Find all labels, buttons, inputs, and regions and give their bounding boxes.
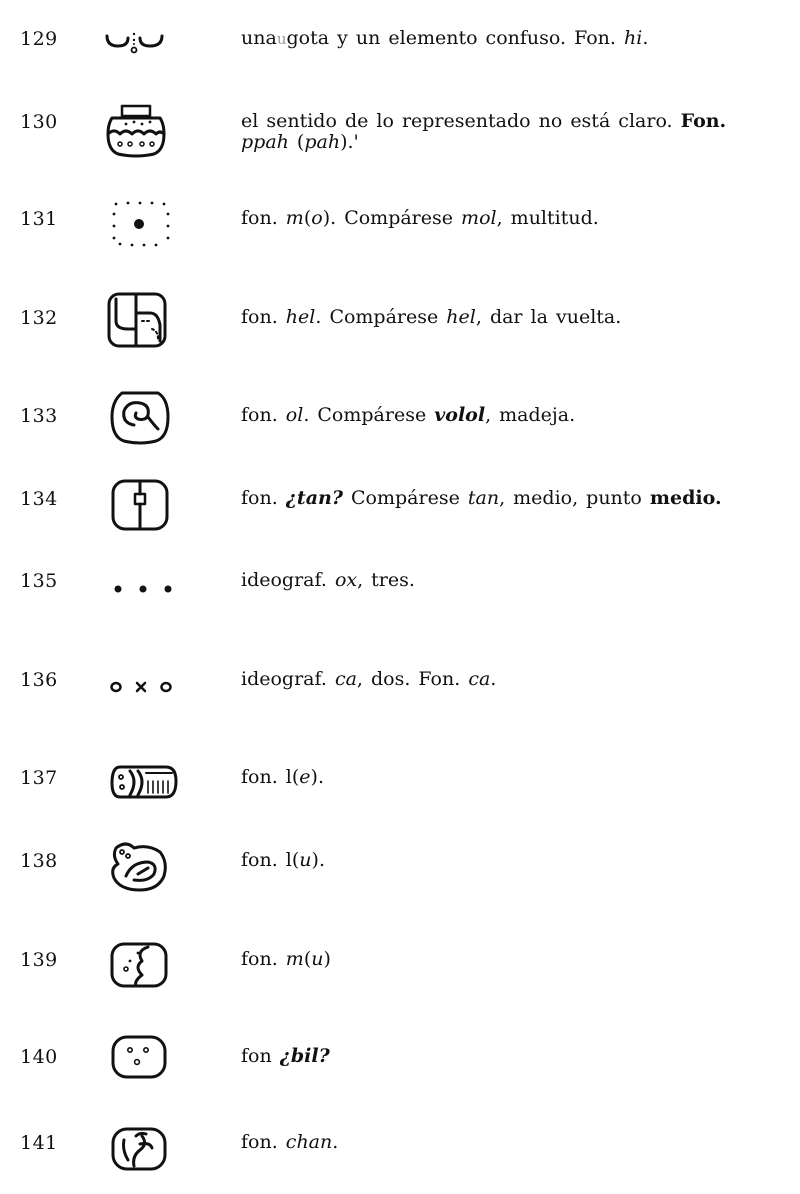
spiral-glyph-icon	[108, 389, 172, 445]
description-text: pah	[304, 131, 341, 153]
description-text: chan	[285, 1131, 333, 1153]
description-text: gota y un elemento confuso. Fon.	[286, 27, 624, 49]
entry-number: 141	[20, 1132, 58, 1154]
le-glyph-icon	[108, 763, 180, 803]
description-text: , multitud.	[496, 207, 599, 229]
description-text: fon.	[241, 404, 286, 426]
entry-description	[241, 669, 786, 690]
entry-number: 136	[20, 669, 58, 691]
description-text: (	[288, 131, 305, 153]
description-text: Fon.	[680, 110, 727, 132]
description-text: m	[285, 207, 304, 229]
description-text: u	[311, 948, 324, 970]
description-text: .	[332, 1131, 339, 1153]
description-text: ¿tan?	[285, 487, 343, 509]
entry-number: 137	[20, 767, 58, 789]
description-text: medio.	[649, 487, 722, 509]
description-text: .	[490, 668, 497, 690]
description-text: ). Compárese	[322, 207, 462, 229]
description-text: fon. l(	[241, 849, 300, 871]
description-text: , medio, punto	[499, 487, 650, 509]
chan-glyph-icon	[110, 1126, 172, 1174]
description-text: ca	[334, 668, 357, 690]
description-text: fon.	[241, 1131, 286, 1153]
description-text: hi	[623, 27, 643, 49]
dotted-square-glyph-icon	[106, 200, 176, 248]
description-text: ox	[334, 569, 358, 591]
description-text: )	[323, 948, 331, 970]
entry-number: 134	[20, 488, 58, 510]
description-text: , dos. Fon.	[356, 668, 469, 690]
entry-description	[241, 307, 786, 328]
description-text: . Compárese	[303, 404, 435, 426]
entry-number: 135	[20, 570, 58, 592]
entry-number: 132	[20, 307, 58, 329]
lu-glyph-icon	[108, 840, 170, 894]
description-text: ).'	[340, 131, 359, 153]
entry-number: 140	[20, 1046, 58, 1068]
description-text: u	[299, 849, 312, 871]
description-text: fon.	[241, 207, 286, 229]
entry-number: 133	[20, 405, 58, 427]
description-text: , tres.	[357, 569, 415, 591]
description-text: .	[642, 27, 649, 49]
description-text: hel	[285, 306, 316, 328]
entry-description	[241, 111, 786, 153]
entry-description	[241, 570, 786, 591]
description-text: u	[276, 30, 287, 48]
description-text: e	[299, 766, 311, 788]
description-text: ).	[310, 766, 324, 788]
tan-glyph-icon	[110, 478, 174, 534]
entry-number: 130	[20, 111, 58, 133]
entry-number: 131	[20, 208, 58, 230]
description-text: ideograf.	[241, 569, 335, 591]
description-text: fon.	[241, 306, 286, 328]
entry-description	[241, 1132, 786, 1153]
face-dots-glyph-icon	[110, 1034, 170, 1082]
description-text: hel	[446, 306, 476, 328]
description-text: m	[285, 948, 304, 970]
entry-description	[241, 405, 786, 426]
description-text: tan	[467, 487, 500, 509]
description-text: fon.	[241, 487, 286, 509]
description-text: ).	[311, 849, 325, 871]
entry-number: 139	[20, 949, 58, 971]
entry-description	[241, 850, 786, 871]
description-text: (	[303, 207, 312, 229]
description-text: ideograf.	[241, 668, 335, 690]
description-text: , madeja.	[485, 404, 576, 426]
entry-description	[241, 28, 786, 50]
entry-number: 129	[20, 28, 58, 50]
description-text: el sentido de lo representado no está claro.	[241, 110, 681, 132]
description-text: ca	[468, 668, 491, 690]
description-text: o	[311, 207, 323, 229]
hel-glyph-icon	[106, 291, 170, 351]
description-text: ¿bil?	[279, 1045, 330, 1067]
description-text: fon. l(	[241, 766, 300, 788]
description-text: Compárese	[342, 487, 468, 509]
description-text: fon	[241, 1045, 280, 1067]
ppah-glyph-icon	[104, 104, 168, 160]
three-dots-glyph-icon	[112, 582, 176, 596]
description-text: una	[241, 27, 277, 49]
description-text: fon.	[241, 948, 286, 970]
mu-glyph-icon	[108, 941, 170, 989]
entry-description	[241, 1046, 786, 1067]
entry-description	[241, 208, 786, 229]
description-text: ol	[285, 404, 304, 426]
description-text: . Compárese	[315, 306, 447, 328]
entry-description	[241, 767, 786, 788]
entry-description	[241, 949, 786, 970]
entry-description	[241, 488, 786, 509]
description-text: ppah	[241, 131, 289, 153]
entry-number: 138	[20, 850, 58, 872]
description-text: mol	[461, 207, 497, 229]
description-text: (	[303, 948, 312, 970]
description-text: , dar la vuelta.	[475, 306, 622, 328]
o-x-o-glyph-icon	[108, 679, 174, 695]
droplet-glyph-icon	[104, 30, 168, 56]
description-text: volol	[434, 404, 486, 426]
